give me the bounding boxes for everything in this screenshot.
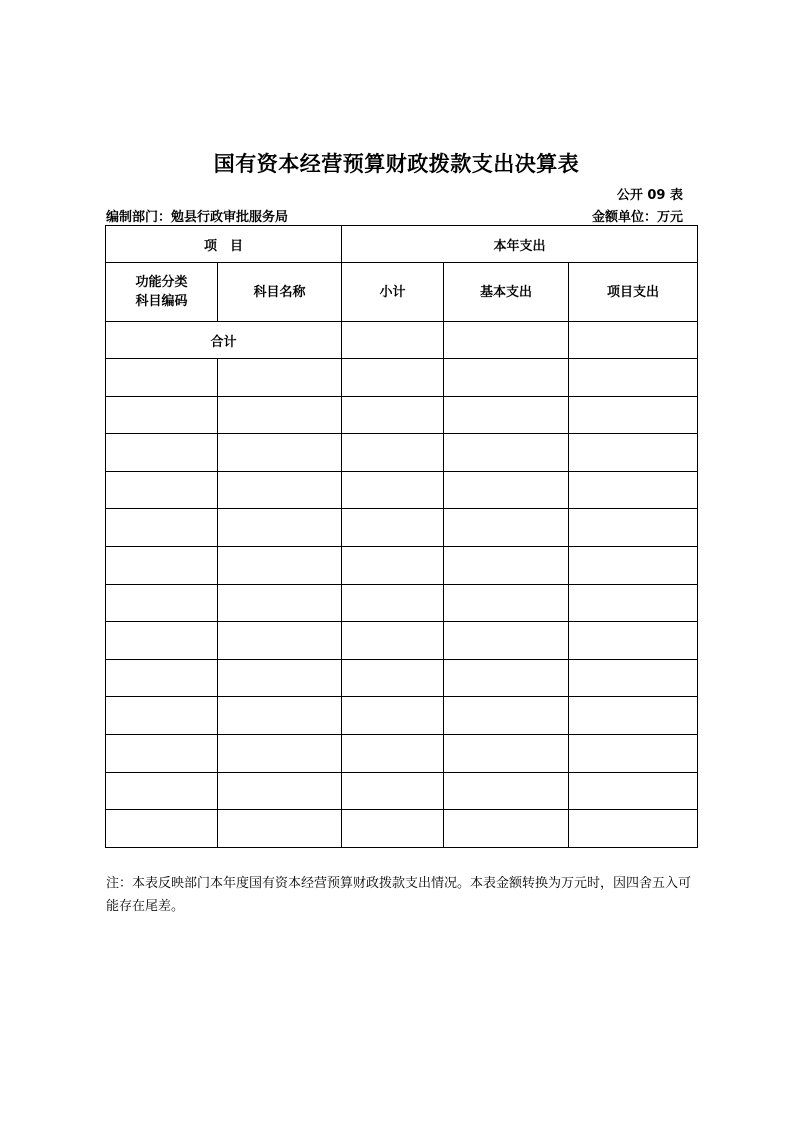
cell-basic bbox=[444, 434, 569, 472]
total-row bbox=[106, 322, 698, 359]
cell-subtotal bbox=[342, 509, 444, 547]
table-row bbox=[106, 359, 698, 397]
header-function-code-line2: 科目编码 bbox=[135, 294, 188, 309]
header-row-2 bbox=[106, 263, 698, 322]
cell-function-code bbox=[106, 659, 218, 697]
cell-project bbox=[569, 396, 698, 434]
cell-project bbox=[569, 359, 698, 397]
page-title: 国有资本经营预算财政拨款支出决算表 bbox=[213, 151, 580, 176]
cell-basic bbox=[444, 471, 569, 509]
header-function-code-line1: 功能分类 bbox=[135, 275, 188, 290]
cell-function-code bbox=[106, 509, 218, 547]
cell-function-code bbox=[106, 622, 218, 660]
cell-subject-name bbox=[218, 810, 342, 848]
cell-project bbox=[569, 584, 698, 622]
table-row bbox=[106, 396, 698, 434]
total-basic bbox=[444, 322, 569, 359]
compiling-department: 编制部门：勉县行政审批服务局 bbox=[106, 210, 289, 225]
table-row bbox=[106, 734, 698, 772]
table-row bbox=[106, 509, 698, 547]
form-number: 公开 09 表 bbox=[616, 188, 683, 203]
header-subject-name: 科目名称 bbox=[218, 263, 342, 322]
cell-function-code bbox=[106, 584, 218, 622]
table-row bbox=[106, 622, 698, 660]
data-rows bbox=[106, 359, 698, 848]
cell-subject-name bbox=[218, 471, 342, 509]
cell-function-code bbox=[106, 734, 218, 772]
cell-basic bbox=[444, 359, 569, 397]
table-row bbox=[106, 659, 698, 697]
cell-subtotal bbox=[342, 734, 444, 772]
cell-subtotal bbox=[342, 471, 444, 509]
cell-function-code bbox=[106, 471, 218, 509]
cell-subject-name bbox=[218, 659, 342, 697]
table-row bbox=[106, 584, 698, 622]
header-function-code bbox=[106, 263, 218, 322]
cell-function-code bbox=[106, 772, 218, 810]
cell-subtotal bbox=[342, 546, 444, 584]
cell-basic bbox=[444, 697, 569, 735]
cell-basic bbox=[444, 396, 569, 434]
total-subtotal bbox=[342, 322, 444, 359]
cell-function-code bbox=[106, 546, 218, 584]
cell-project bbox=[569, 772, 698, 810]
cell-subtotal bbox=[342, 697, 444, 735]
header-project-expense: 项目支出 bbox=[569, 263, 698, 322]
cell-project bbox=[569, 509, 698, 547]
cell-subject-name bbox=[218, 359, 342, 397]
header-year-expense: 本年支出 bbox=[342, 226, 698, 263]
header-basic-expense: 基本支出 bbox=[444, 263, 569, 322]
cell-subtotal bbox=[342, 659, 444, 697]
cell-subject-name bbox=[218, 396, 342, 434]
cell-subtotal bbox=[342, 810, 444, 848]
cell-function-code bbox=[106, 396, 218, 434]
header-item: 项 目 bbox=[106, 226, 342, 263]
cell-subtotal bbox=[342, 622, 444, 660]
cell-subject-name bbox=[218, 509, 342, 547]
cell-subject-name bbox=[218, 622, 342, 660]
cell-project bbox=[569, 471, 698, 509]
cell-function-code bbox=[106, 359, 218, 397]
cell-basic bbox=[444, 810, 569, 848]
table-row bbox=[106, 697, 698, 735]
table-row bbox=[106, 772, 698, 810]
cell-project bbox=[569, 659, 698, 697]
table-row bbox=[106, 471, 698, 509]
cell-subject-name bbox=[218, 546, 342, 584]
table-row bbox=[106, 434, 698, 472]
cell-basic bbox=[444, 546, 569, 584]
cell-subject-name bbox=[218, 772, 342, 810]
cell-basic bbox=[444, 584, 569, 622]
cell-subtotal bbox=[342, 396, 444, 434]
cell-project bbox=[569, 434, 698, 472]
total-project bbox=[569, 322, 698, 359]
cell-subtotal bbox=[342, 434, 444, 472]
cell-subtotal bbox=[342, 772, 444, 810]
cell-project bbox=[569, 810, 698, 848]
cell-project bbox=[569, 734, 698, 772]
cell-subject-name bbox=[218, 584, 342, 622]
footnote: 注：本表反映部门本年度国有资本经营预算财政拨款支出情况。本表金额转换为万元时，因四舍五入可能存在尾差。 bbox=[106, 876, 692, 914]
amount-unit: 金额单位：万元 bbox=[591, 210, 683, 225]
cell-project bbox=[569, 622, 698, 660]
table-row bbox=[106, 546, 698, 584]
cell-basic bbox=[444, 509, 569, 547]
cell-function-code bbox=[106, 810, 218, 848]
cell-subject-name bbox=[218, 697, 342, 735]
header-row-1 bbox=[106, 226, 698, 263]
table-row bbox=[106, 810, 698, 848]
total-label: 合计 bbox=[106, 322, 342, 359]
cell-project bbox=[569, 546, 698, 584]
cell-subject-name bbox=[218, 434, 342, 472]
cell-function-code bbox=[106, 697, 218, 735]
cell-subtotal bbox=[342, 359, 444, 397]
cell-function-code bbox=[106, 434, 218, 472]
cell-basic bbox=[444, 772, 569, 810]
cell-subject-name bbox=[218, 734, 342, 772]
cell-subtotal bbox=[342, 584, 444, 622]
cell-basic bbox=[444, 622, 569, 660]
cell-basic bbox=[444, 734, 569, 772]
header-subtotal: 小计 bbox=[342, 263, 444, 322]
cell-basic bbox=[444, 659, 569, 697]
cell-project bbox=[569, 697, 698, 735]
expense-table bbox=[105, 225, 698, 848]
